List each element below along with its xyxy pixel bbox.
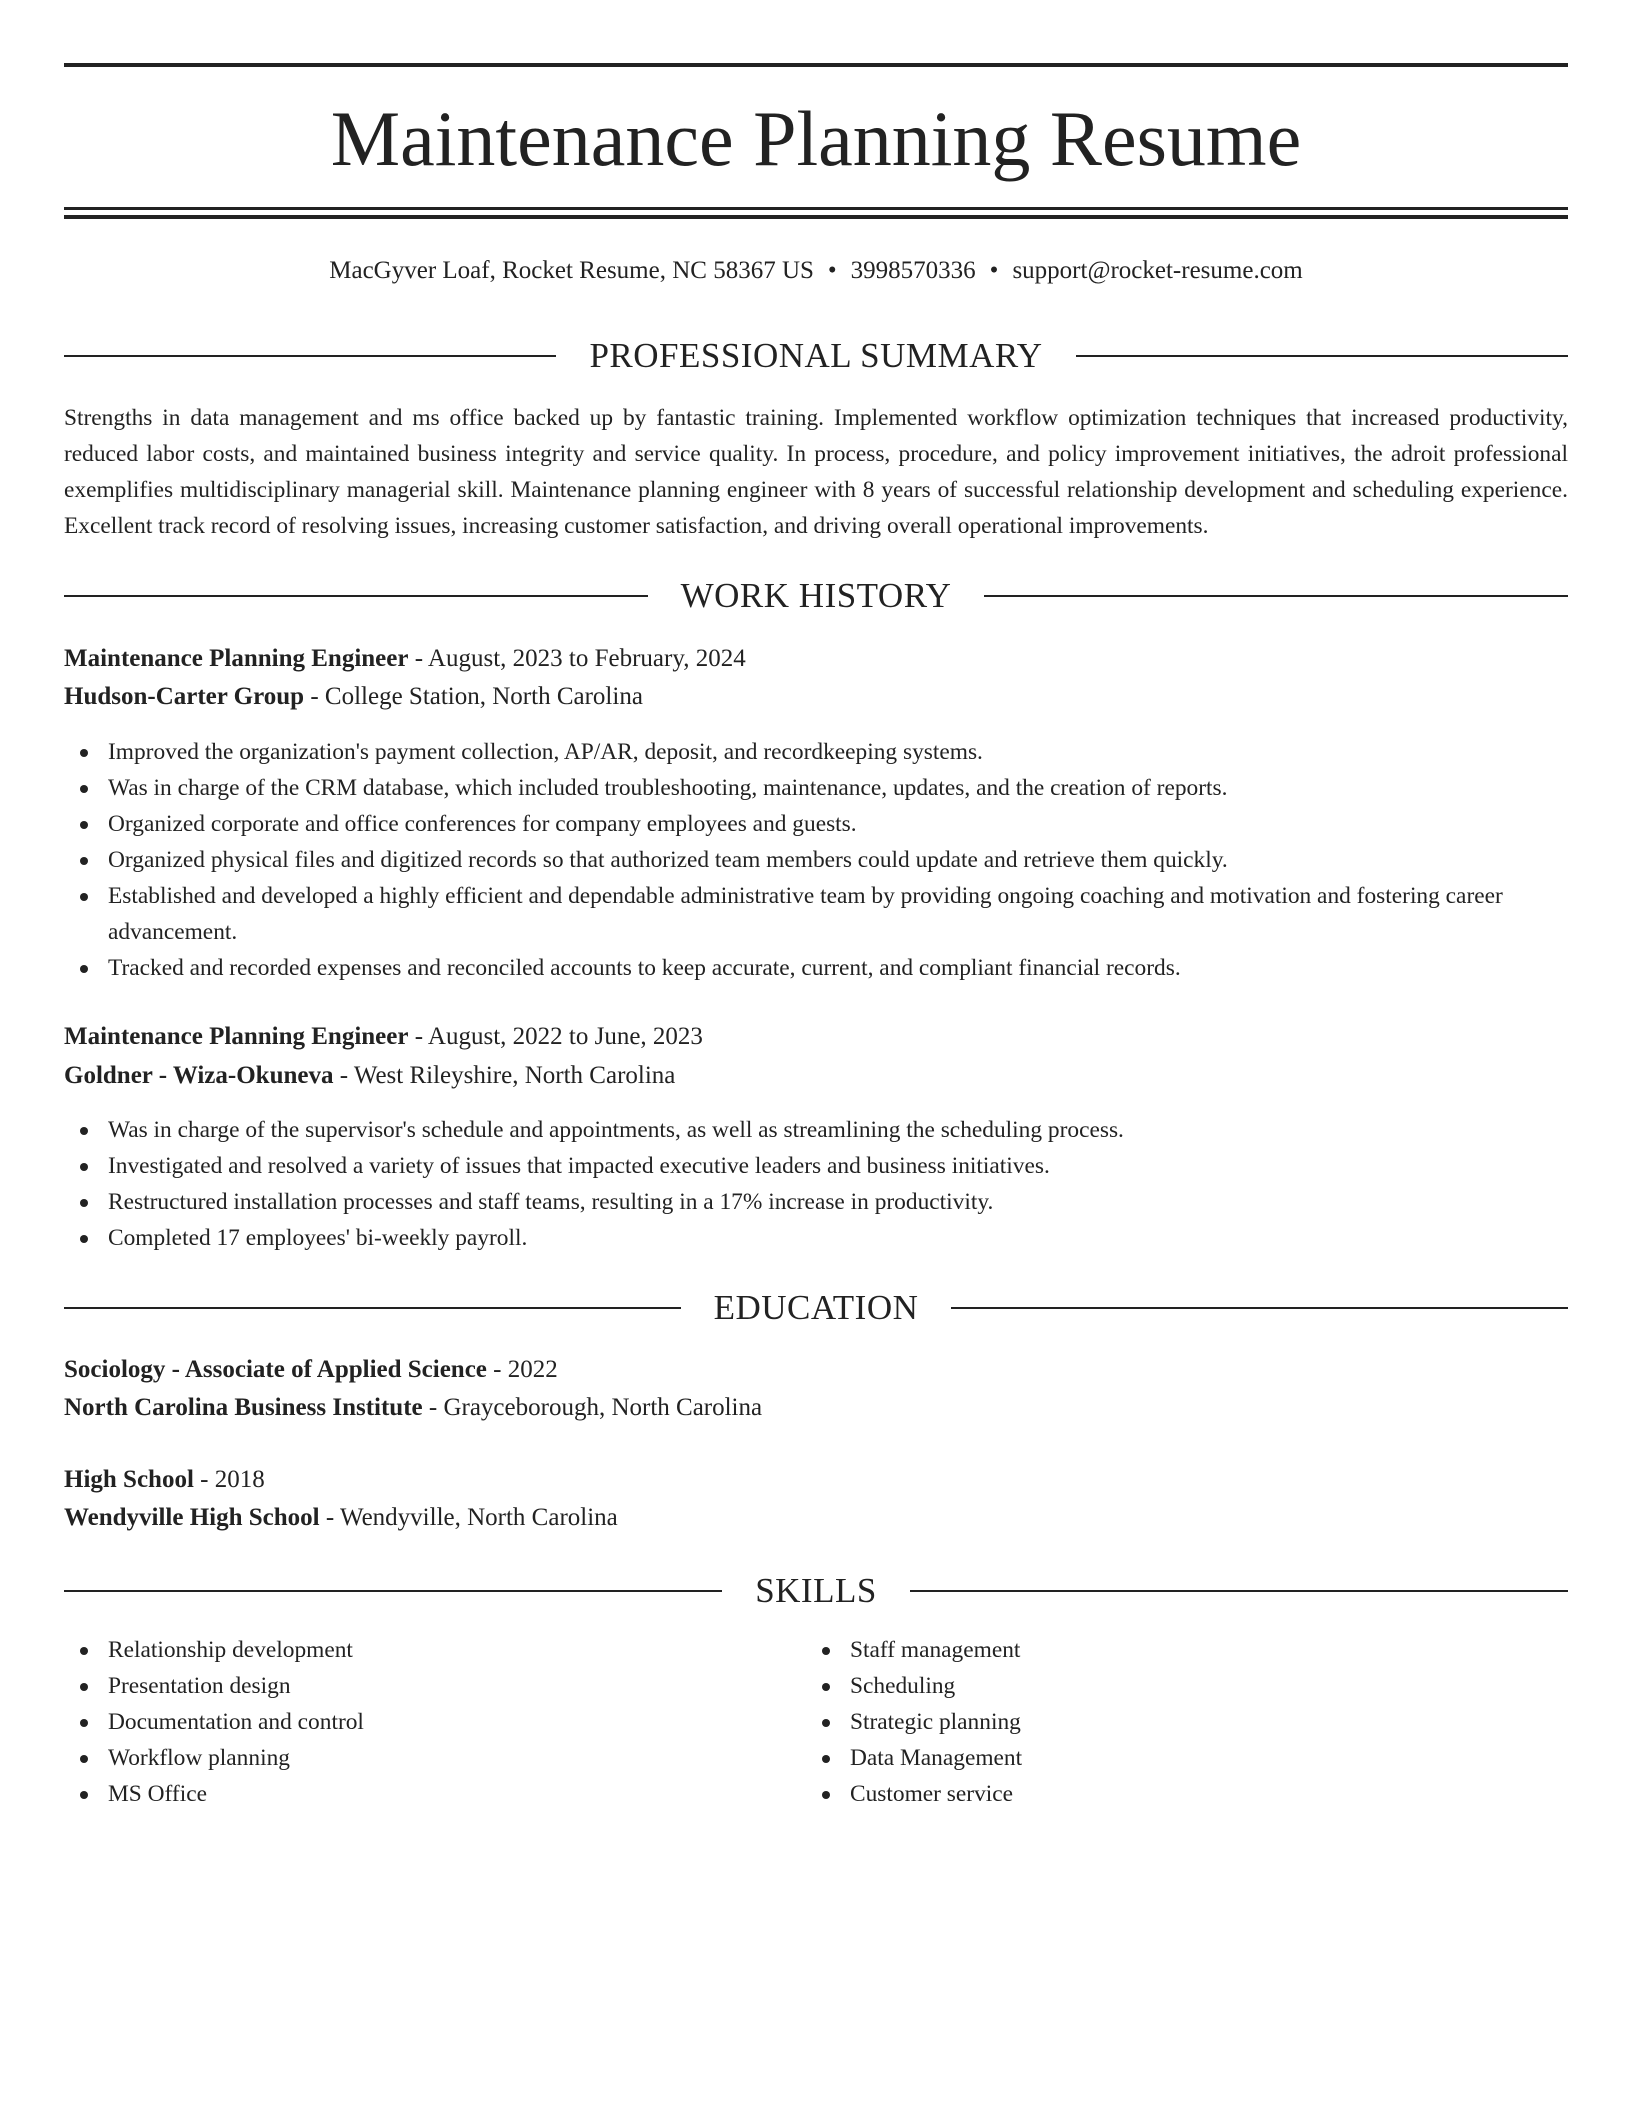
job-title-line	[64, 642, 746, 676]
heading-rule	[64, 1307, 681, 1309]
job-location: - West Rileyshire, North Carolina	[333, 1062, 676, 1089]
list-item: Tracked and recorded expenses and reconciled accounts to keep accurate, current, and compliant financial records.	[64, 950, 1568, 986]
education-degree-line	[64, 1463, 265, 1497]
page-title: Maintenance Planning Resume	[330, 95, 1302, 182]
title-rule-lower	[64, 215, 1568, 219]
list-item: Established and developed a highly efficient and dependable administrative team by providing ongoing coaching and motivation and fostering career advancement.	[64, 878, 1568, 950]
skill-item: Documentation and control	[64, 1704, 804, 1740]
education-degree: High School	[64, 1466, 194, 1493]
skills-list-left	[64, 1632, 804, 1812]
list-item: Improved the organization's payment collection, AP/AR, deposit, and recordkeeping systems.	[64, 734, 1568, 770]
job-bullets	[64, 734, 1568, 986]
skill-item: Staff management	[806, 1632, 1546, 1668]
job-company: Hudson-Carter Group	[64, 683, 305, 710]
education-school-line	[64, 1391, 762, 1425]
heading-rule	[64, 595, 648, 597]
job-role: Maintenance Planning Engineer	[64, 645, 409, 672]
top-rule	[64, 63, 1568, 67]
education-school-line	[64, 1501, 618, 1535]
education-school: Wendyville High School	[64, 1504, 320, 1531]
skill-item: Customer service	[806, 1776, 1546, 1812]
title-rule-upper	[64, 207, 1568, 210]
contact-separator: •	[989, 257, 999, 284]
section-heading-work	[64, 574, 1568, 618]
contact-separator: •	[827, 257, 837, 284]
list-item: Completed 17 employees' bi-weekly payroll.	[64, 1220, 1568, 1256]
section-heading-education	[64, 1286, 1568, 1330]
list-item: Was in charge of the CRM database, which included troubleshooting, maintenance, updates, and the creation of reports.	[64, 770, 1568, 806]
job-dates: - August, 2022 to June, 2023	[408, 1023, 703, 1050]
education-year: - 2018	[193, 1466, 265, 1493]
heading-rule	[951, 1307, 1568, 1309]
section-title: WORK HISTORY	[680, 576, 952, 615]
list-item: Restructured installation processes and staff teams, resulting in a 17% increase in productivity.	[64, 1184, 1568, 1220]
job-company-line	[64, 680, 643, 714]
education-year: - 2022	[486, 1356, 558, 1383]
section-heading-summary	[64, 334, 1568, 378]
section-title: PROFESSIONAL SUMMARY	[589, 336, 1043, 375]
heading-rule	[64, 355, 556, 357]
skill-item: MS Office	[64, 1776, 804, 1812]
section-heading-skills	[64, 1569, 1568, 1613]
skills-list-right	[806, 1632, 1546, 1812]
education-location: - Wendyville, North Carolina	[319, 1504, 618, 1531]
job-role: Maintenance Planning Engineer	[64, 1023, 409, 1050]
education-degree-line	[64, 1353, 558, 1387]
skill-item: Scheduling	[806, 1668, 1546, 1704]
skill-item: Data Management	[806, 1740, 1546, 1776]
list-item: Organized corporate and office conferences for company employees and guests.	[64, 806, 1568, 842]
skill-item: Relationship development	[64, 1632, 804, 1668]
contact-email: support@rocket-resume.com	[1012, 257, 1303, 284]
education-school: North Carolina Business Institute	[64, 1394, 423, 1421]
job-dates: - August, 2023 to February, 2024	[408, 645, 746, 672]
skill-item: Strategic planning	[806, 1704, 1546, 1740]
education-degree: Sociology - Associate of Applied Science	[64, 1356, 487, 1383]
heading-rule	[1076, 355, 1568, 357]
heading-rule	[910, 1590, 1568, 1592]
job-company: Goldner - Wiza-Okuneva	[64, 1062, 334, 1089]
contact-phone: 3998570336	[850, 257, 976, 284]
list-item: Organized physical files and digitized records so that authorized team members could update and retrieve them quickly.	[64, 842, 1568, 878]
education-location: - Grayceborough, North Carolina	[422, 1394, 763, 1421]
section-title: SKILLS	[755, 1571, 877, 1610]
contact-line	[64, 254, 1568, 288]
job-company-line	[64, 1059, 675, 1093]
skill-item: Workflow planning	[64, 1740, 804, 1776]
skill-item: Presentation design	[64, 1668, 804, 1704]
contact-address: MacGyver Loaf, Rocket Resume, NC 58367 US	[329, 257, 814, 284]
heading-rule	[64, 1590, 722, 1592]
job-title-line	[64, 1020, 703, 1054]
list-item: Investigated and resolved a variety of issues that impacted executive leaders and business initiatives.	[64, 1148, 1568, 1184]
heading-rule	[984, 595, 1568, 597]
summary-text: Strengths in data management and ms office backed up by fantastic training. Implemented workflow optimization techniques that increased productivity, reduced labor costs, and maintained business integrity and service quality. In process, procedure, and policy improvement initiatives, the adroit professional exemplifies multidisciplinary managerial skill. Maintenance planning engineer with 8 years of successful relationship development and scheduling experience. Excellent track record of resolving issues, increasing customer satisfaction, and driving overall operational improvements.	[64, 405, 1568, 539]
section-title: EDUCATION	[713, 1288, 919, 1327]
list-item: Was in charge of the supervisor's schedule and appointments, as well as streamlining the scheduling process.	[64, 1112, 1568, 1148]
job-location: - College Station, North Carolina	[304, 683, 643, 710]
job-bullets	[64, 1112, 1568, 1256]
